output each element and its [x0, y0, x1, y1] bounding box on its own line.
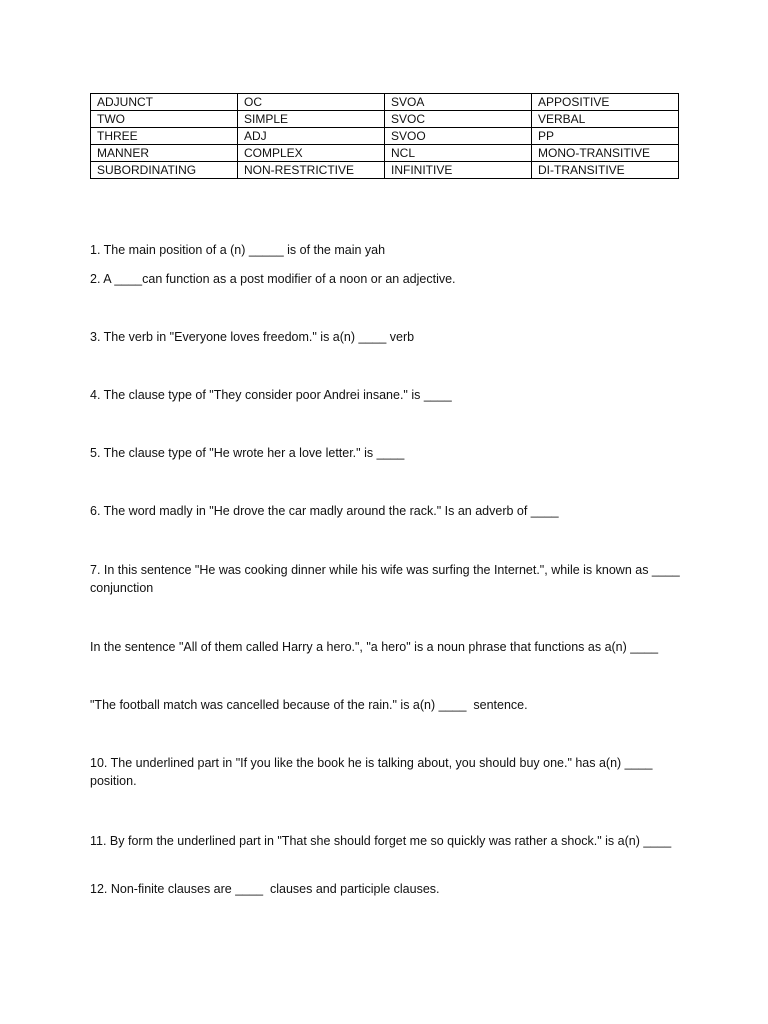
table-cell: SIMPLE — [238, 111, 385, 128]
table-cell: COMPLEX — [238, 145, 385, 162]
table-cell: THREE — [91, 128, 238, 145]
question-1: 1. The main position of a (n) _____ is of the main yah — [90, 243, 386, 257]
question-2: 2. A ____can function as a post modifier of a noon or an adjective. — [90, 272, 456, 286]
table-cell: INFINITIVE — [385, 162, 532, 179]
table-cell: ADJUNCT — [91, 94, 238, 111]
table-row — [91, 111, 679, 128]
question-10: 10. The underlined part in "If you like the book he is talking about, you should buy one." has a(n) ____ position. — [90, 756, 656, 788]
table-cell: NCL — [385, 145, 532, 162]
table-cell: PP — [532, 128, 679, 145]
table-cell: SVOC — [385, 111, 532, 128]
table-row — [91, 162, 679, 179]
question-6: 6. The word madly in "He drove the car madly around the rack." Is an adverb of ____ — [90, 504, 559, 518]
question-12: 12. Non-finite clauses are ____ clauses and participle clauses. — [90, 882, 440, 896]
table-cell: SUBORDINATING — [91, 162, 238, 179]
word-bank-table — [90, 93, 679, 179]
table-cell: SVOA — [385, 94, 532, 111]
table-cell: SVOO — [385, 128, 532, 145]
table-cell: OC — [238, 94, 385, 111]
table-cell: APPOSITIVE — [532, 94, 679, 111]
question-3: 3. The verb in "Everyone loves freedom." is a(n) ____ verb — [90, 330, 415, 344]
table-row — [91, 128, 679, 145]
table-row — [91, 94, 679, 111]
question-7: 7. In this sentence "He was cooking dinner while his wife was surfing the Internet.", while is known as ____ conjunction — [90, 563, 687, 595]
table-row — [91, 145, 679, 162]
question-9: "The football match was cancelled because of the rain." is a(n) ____ sentence. — [90, 698, 528, 712]
table-cell: MONO-TRANSITIVE — [532, 145, 679, 162]
table-cell: ADJ — [238, 128, 385, 145]
table-cell: TWO — [91, 111, 238, 128]
question-8: In the sentence "All of them called Harry a hero.", "a hero" is a noun phrase that functions as a(n) ____ — [90, 640, 659, 654]
table-cell: VERBAL — [532, 111, 679, 128]
table-cell: DI-TRANSITIVE — [532, 162, 679, 179]
question-5: 5. The clause type of "He wrote her a love letter." is ____ — [90, 446, 405, 460]
table-cell: MANNER — [91, 145, 238, 162]
question-11: 11. By form the underlined part in "That she should forget me so quickly was rather a shock." is a(n) ____ — [90, 834, 672, 848]
table-cell: NON-RESTRICTIVE — [238, 162, 385, 179]
question-4: 4. The clause type of "They consider poor Andrei insane." is ____ — [90, 388, 452, 402]
